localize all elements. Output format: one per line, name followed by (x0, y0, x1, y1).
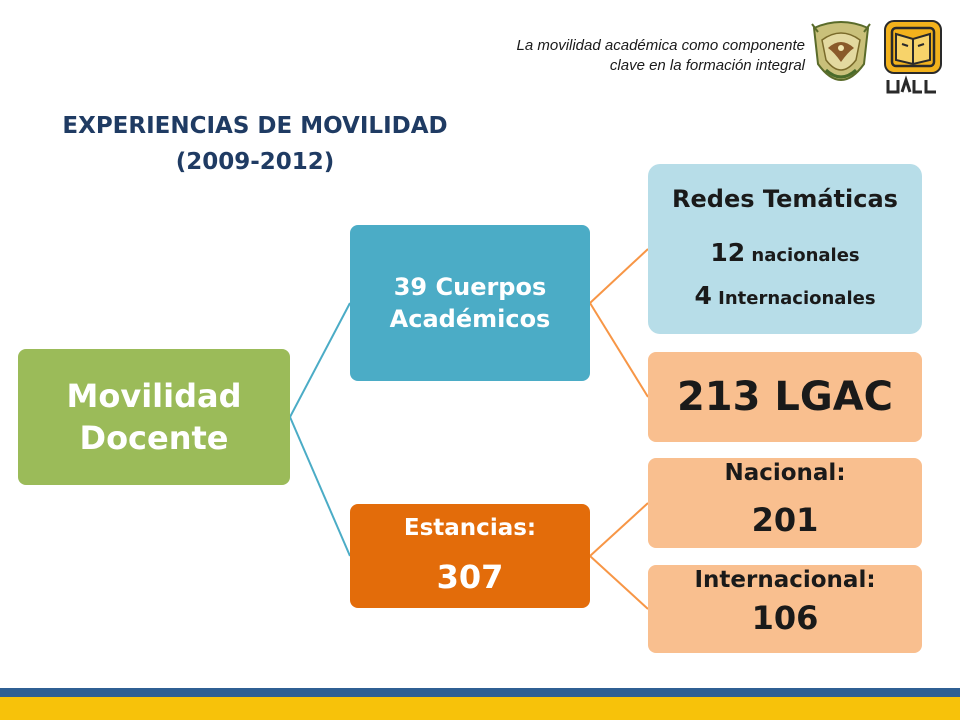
nacional-label: Nacional: (724, 460, 846, 486)
connector-cuerpos-redes (590, 249, 648, 303)
node-redes-tematicas (648, 164, 922, 334)
footer-bar-gold (0, 697, 960, 720)
connector-root-estancias (290, 417, 350, 556)
cuerpos-line-2: Académicos (389, 305, 551, 333)
root-line-1: Movilidad (66, 377, 242, 415)
node-estancias (350, 504, 590, 608)
node-cuerpos-academicos (350, 225, 590, 381)
redes-row2-number: 4 (694, 281, 712, 310)
footer-bar-blue (0, 688, 960, 697)
title-line-2: (2009-2012) (175, 149, 335, 175)
node-movilidad-docente (18, 349, 290, 485)
lgac-label: 213 LGAC (676, 374, 894, 420)
title-line-1: EXPERIENCIAS DE MOVILIDAD (62, 113, 448, 139)
connector-root-cuerpos (290, 303, 350, 417)
redes-title: Redes Temáticas (672, 185, 898, 213)
tagline-line-2: clave en la formación integral (609, 57, 805, 74)
redes-row-nacionales (710, 238, 859, 271)
internacional-value: 106 (751, 599, 819, 637)
root-line-2: Docente (79, 419, 229, 457)
node-internacional (648, 565, 922, 653)
redes-row1-number: 12 (710, 238, 746, 267)
redes-row1-text: nacionales (751, 245, 860, 266)
nacional-value: 201 (751, 501, 819, 539)
connector-estancias-internacional (590, 556, 648, 609)
connector-estancias-nacional (590, 503, 648, 556)
internacional-label: Internacional: (694, 567, 876, 593)
redes-row2-text: Internacionales (718, 288, 876, 309)
cuerpos-line-1: 39 Cuerpos (393, 273, 547, 301)
estancias-label: Estancias: (403, 515, 537, 541)
redes-row-internacionales (694, 281, 875, 314)
node-lgac (648, 352, 922, 442)
estancias-value: 307 (436, 558, 504, 596)
node-nacional (648, 458, 922, 548)
tagline-line-1: La movilidad académica como componente (516, 37, 805, 54)
connector-cuerpos-lgac (590, 303, 648, 397)
